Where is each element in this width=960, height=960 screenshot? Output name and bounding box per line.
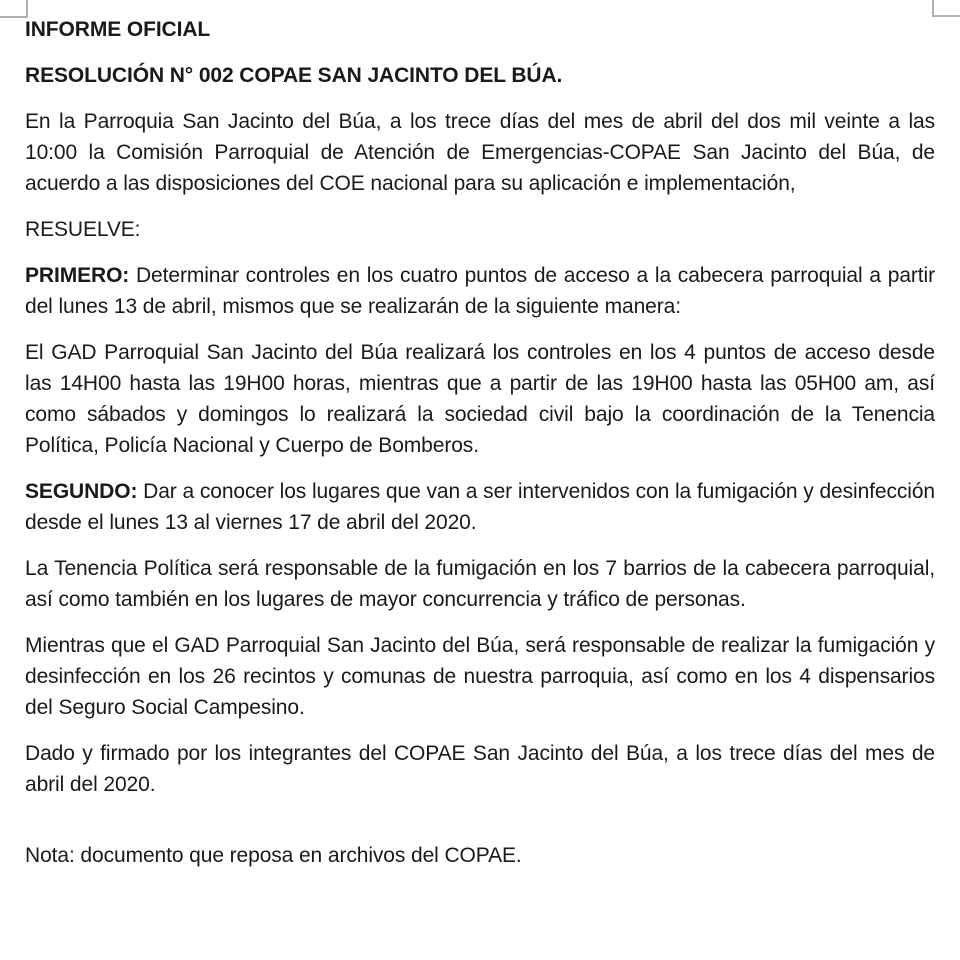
primero-label: PRIMERO: <box>25 264 130 287</box>
resolution-title: RESOLUCIÓN N° 002 COPAE SAN JACINTO DEL BÚA. <box>25 64 563 87</box>
closing-paragraph: Dado y firmado por los integrantes del COPAE San Jacinto del Búa, a los trece días del mes de abril del 2020. <box>25 742 935 796</box>
segundo-paragraph <box>25 476 935 538</box>
segundo-text: Dar a conocer los lugares que van a ser intervenidos con la fumigación y desinfección desde el lunes 13 al viernes 17 de abril del 2020. <box>25 480 935 534</box>
resuelve-label: RESUELVE: <box>25 218 141 241</box>
control-detail-paragraph: El GAD Parroquial San Jacinto del Búa realizará los controles en los 4 puntos de acceso desde las 14H00 hasta las 19H00 horas, mientras que a partir de las 19H00 hasta las 05H00 am, así como sábados y domingos lo realizará la sociedad civil bajo la coordinación de la Tenencia Política, Policía Nacional y Cuerpo de Bomberos. <box>25 341 935 457</box>
primero-paragraph <box>25 260 935 322</box>
corner-artifact-right <box>932 0 960 17</box>
document-title: INFORME OFICIAL <box>25 18 211 41</box>
intro-paragraph: En la Parroquia San Jacinto del Búa, a los trece días del mes de abril del dos mil veinte a las 10:00 la Comisión Parroquial de Atención de Emergencias-COPAE San Jacinto del Búa, de acuerdo a las disposiciones del COE nacional para su aplicación e implementación, <box>25 110 935 195</box>
segundo-label: SEGUNDO: <box>25 480 138 503</box>
corner-artifact-left <box>0 0 28 18</box>
note-paragraph: Nota: documento que reposa en archivos del COPAE. <box>25 844 522 867</box>
tenencia-paragraph: La Tenencia Política será responsable de la fumigación en los 7 barrios de la cabecera parroquial, así como también en los lugares de mayor concurrencia y tráfico de personas. <box>25 557 935 611</box>
primero-text: Determinar controles en los cuatro puntos de acceso a la cabecera parroquial a partir del lunes 13 de abril, mismos que se realizarán de la siguiente manera: <box>25 264 935 318</box>
gad-paragraph: Mientras que el GAD Parroquial San Jacinto del Búa, será responsable de realizar la fumigación y desinfección en los 26 recintos y comunas de nuestra parroquia, así como en los 4 dispensarios del Seguro Social Campesino. <box>25 634 935 719</box>
